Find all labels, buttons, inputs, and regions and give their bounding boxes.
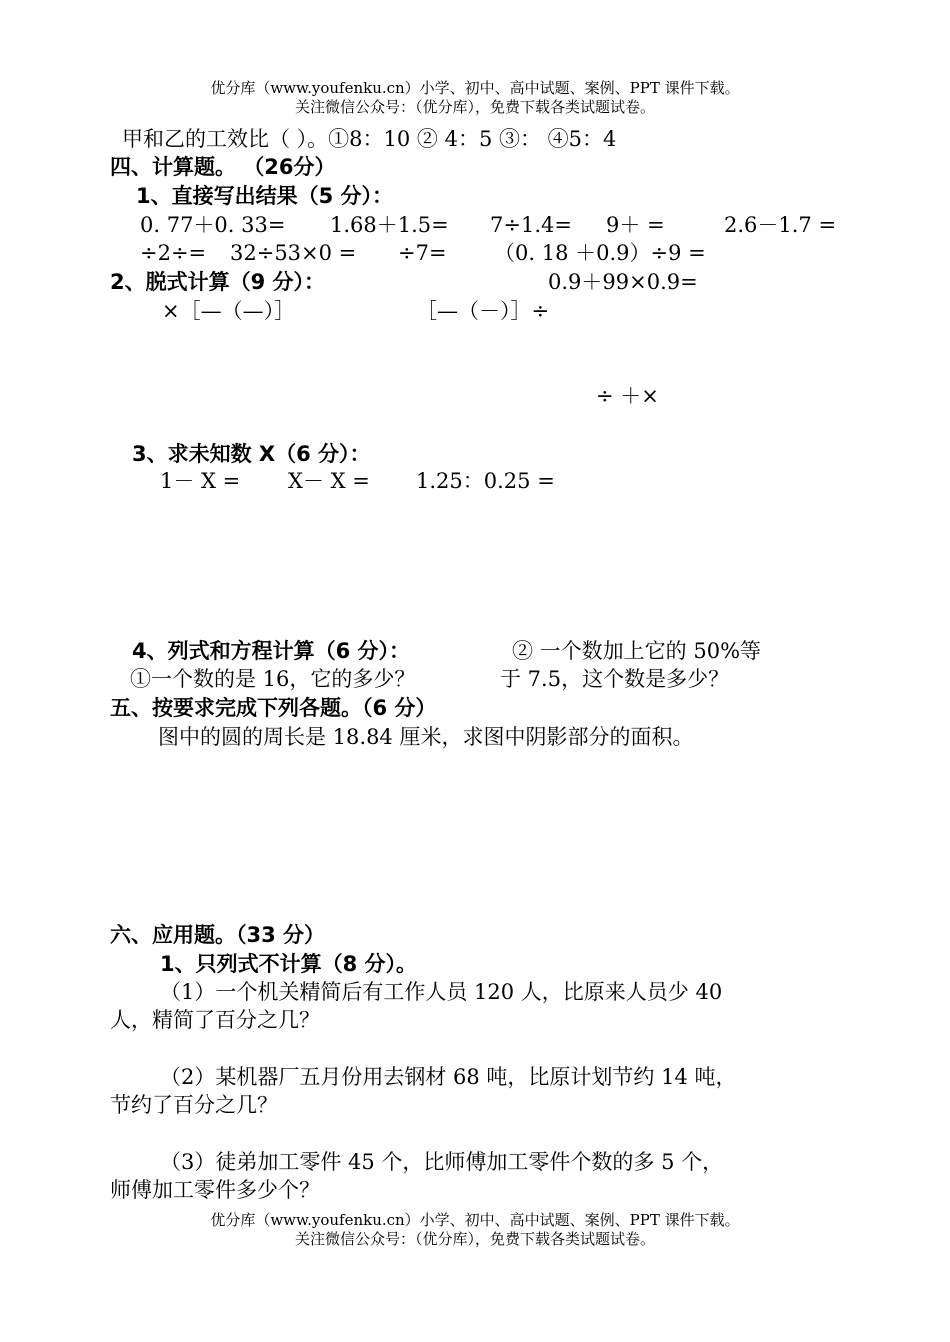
header-line-2: 关注微信公众号：（优分库），免费下载各类试题试卷。: [294, 98, 655, 116]
section-6-title: 六、应用题。（33 分）: [110, 923, 326, 947]
problem-1-line-2: 人，精简了百分之几？: [110, 1008, 320, 1032]
sec6-sub1-title: 1、只列式不计算（8 分）。: [160, 952, 418, 976]
calc-expression: 0.9＋99×0.9=: [548, 270, 698, 294]
calc-item: 9＋ =: [606, 213, 665, 237]
calc-item: （0. 18 ＋0.9）÷9 =: [494, 241, 706, 265]
section-4-title: 四、计算题。 （26分）: [110, 155, 336, 179]
problem-1-line-1: （1）一个机关精简后有工作人员 120 人，比原来人员少 40: [160, 980, 723, 1004]
calc-item: 32÷53×0 =: [230, 241, 357, 265]
calc-expression: ×［—（—）］: [162, 299, 296, 323]
header-line-1: 优分库（www.youfenku.cn）小学、初中、高中试题、案例、PPT 课件下载。: [210, 79, 740, 97]
problem-2-line-1: （2）某机器厂五月份用去钢材 68 吨，比原计划节约 14 吨，: [160, 1065, 737, 1089]
sec4-sub3-title: 3、求未知数 X（6 分）：: [132, 442, 371, 466]
ratio-question: 甲和乙的工效比（ ）。①8：10 ② 4：5 ③： ④5：4: [122, 127, 617, 151]
problem-3-line-1: （3）徒弟加工零件 45 个，比师傅加工零件个数的多 5 个，: [160, 1150, 724, 1174]
calc-expression: ［—（－）］÷: [416, 299, 550, 323]
equation-item: 1－ X =: [160, 469, 241, 493]
sec4-sub1-title: 1、直接写出结果（5 分）：: [136, 184, 394, 208]
equation-item: 1.25：0.25 =: [416, 469, 555, 493]
calc-item: ÷2÷=: [140, 241, 207, 265]
calc-expression: ÷ ＋×: [596, 384, 659, 408]
sec4-sub2-title: 2、脱式计算（9 分）：: [110, 270, 326, 294]
footer-line-2: 关注微信公众号：（优分库），免费下载各类试题试卷。: [294, 1230, 655, 1248]
calc-item: ÷7=: [398, 241, 447, 265]
problem-3-line-2: 师傅加工零件多少个？: [110, 1178, 320, 1202]
section-5-text: 图中的圆的周长是 18.84 厘米，求图中阴影部分的面积。: [158, 725, 694, 749]
calc-item: 2.6－1.7 =: [724, 213, 837, 237]
sec4-sub4-title: 4、列式和方程计算（6 分）：: [132, 639, 411, 663]
word-problem-1: ①一个数的是 16，它的多少？: [130, 667, 416, 691]
calc-item: 1.68＋1.5=: [330, 213, 449, 237]
footer-line-1: 优分库（www.youfenku.cn）小学、初中、高中试题、案例、PPT 课件下载。: [210, 1211, 740, 1229]
equation-item: X－ X =: [288, 469, 370, 493]
problem-2-line-2: 节约了百分之几？: [110, 1093, 278, 1117]
calc-item: 7÷1.4=: [490, 213, 572, 237]
calc-item: 0. 77＋0. 33=: [140, 213, 286, 237]
section-5-title: 五、按要求完成下列各题。（6 分）: [110, 696, 437, 720]
word-problem-2a: ② 一个数加上它的 50%等: [512, 639, 762, 663]
word-problem-2b: 于 7.5，这个数是多少？: [500, 667, 730, 691]
